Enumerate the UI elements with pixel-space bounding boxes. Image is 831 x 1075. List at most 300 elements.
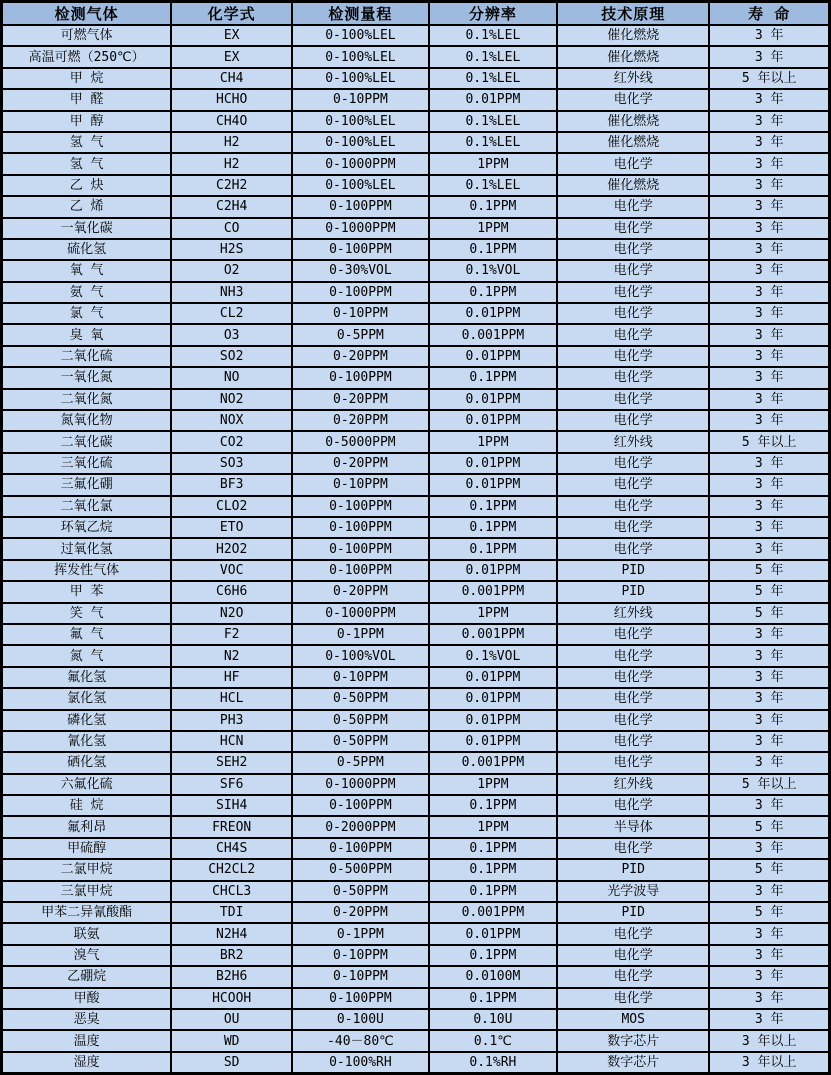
cell-gas: 一氧化碳 (2, 218, 172, 239)
cell-gas: 挥发性气体 (2, 560, 172, 581)
cell-principle: 电化学 (557, 517, 709, 538)
cell-range: 0-100%LEL (292, 46, 429, 67)
table-row (2, 218, 830, 239)
cell-lifespan: 3 年以上 (709, 1052, 829, 1074)
cell-gas: 二氧化碳 (2, 431, 172, 452)
cell-lifespan: 3 年 (709, 645, 829, 666)
cell-principle: 红外线 (557, 774, 709, 795)
column-header-formula: 化学式 (171, 2, 292, 26)
cell-gas: 环氧乙烷 (2, 517, 172, 538)
cell-gas: 甲 醛 (2, 89, 172, 110)
table-row (2, 410, 830, 431)
cell-range: 0-1000PPM (292, 774, 429, 795)
cell-gas: 三氯甲烷 (2, 881, 172, 902)
cell-gas: 温度 (2, 1030, 172, 1051)
cell-resolution: 0.1PPM (429, 367, 557, 388)
table-row (2, 46, 830, 67)
cell-principle: 电化学 (557, 966, 709, 987)
cell-gas: 一氧化氮 (2, 367, 172, 388)
cell-range: 0-1PPM (292, 624, 429, 645)
cell-resolution: 0.001PPM (429, 581, 557, 602)
cell-gas: 过氧化氢 (2, 538, 172, 559)
cell-resolution: 0.001PPM (429, 902, 557, 923)
cell-gas: 氮 气 (2, 645, 172, 666)
cell-range: 0-1000PPM (292, 603, 429, 624)
cell-range: 0-1PPM (292, 923, 429, 944)
cell-resolution: 0.01PPM (429, 688, 557, 709)
cell-lifespan: 5 年以上 (709, 68, 829, 89)
cell-formula: C2H2 (171, 175, 292, 196)
cell-gas: 甲硫醇 (2, 838, 172, 859)
cell-formula: EX (171, 46, 292, 67)
cell-lifespan: 3 年 (709, 346, 829, 367)
column-header-lifespan: 寿 命 (709, 2, 829, 26)
cell-principle: 电化学 (557, 795, 709, 816)
cell-formula: BF3 (171, 474, 292, 495)
cell-range: 0-100%VOL (292, 645, 429, 666)
cell-principle: 电化学 (557, 282, 709, 303)
cell-formula: TDI (171, 902, 292, 923)
cell-range: 0-10PPM (292, 474, 429, 495)
cell-principle: 电化学 (557, 688, 709, 709)
cell-gas: 二氧化氯 (2, 496, 172, 517)
cell-range: 0-50PPM (292, 710, 429, 731)
cell-resolution: 0.01PPM (429, 303, 557, 324)
cell-resolution: 0.1PPM (429, 517, 557, 538)
cell-principle: 电化学 (557, 367, 709, 388)
cell-formula: WD (171, 1030, 292, 1051)
cell-lifespan: 5 年 (709, 816, 829, 837)
cell-formula: NH3 (171, 282, 292, 303)
table-row (2, 111, 830, 132)
cell-lifespan: 3 年 (709, 988, 829, 1009)
cell-resolution: 0.01PPM (429, 89, 557, 110)
cell-resolution: 0.01PPM (429, 710, 557, 731)
cell-principle: 催化燃烧 (557, 175, 709, 196)
cell-gas: 二氯甲烷 (2, 859, 172, 880)
table-row (2, 538, 830, 559)
cell-principle: 催化燃烧 (557, 25, 709, 46)
cell-lifespan: 5 年以上 (709, 774, 829, 795)
cell-lifespan: 3 年 (709, 966, 829, 987)
cell-principle: 电化学 (557, 752, 709, 773)
cell-principle: 电化学 (557, 346, 709, 367)
cell-lifespan: 3 年 (709, 46, 829, 67)
cell-formula: BR2 (171, 945, 292, 966)
cell-lifespan: 3 年 (709, 795, 829, 816)
cell-range: 0-100PPM (292, 367, 429, 388)
cell-formula: H2S (171, 239, 292, 260)
cell-formula: CO (171, 218, 292, 239)
cell-lifespan: 3 年 (709, 731, 829, 752)
cell-resolution: 0.1%LEL (429, 132, 557, 153)
cell-resolution: 1PPM (429, 603, 557, 624)
cell-range: -40－80℃ (292, 1030, 429, 1051)
cell-principle: 电化学 (557, 945, 709, 966)
cell-formula: N2O (171, 603, 292, 624)
cell-range: 0-100%RH (292, 1052, 429, 1074)
cell-gas: 湿度 (2, 1052, 172, 1074)
cell-lifespan: 3 年 (709, 303, 829, 324)
cell-lifespan: 5 年 (709, 603, 829, 624)
cell-principle: 电化学 (557, 474, 709, 495)
cell-lifespan: 5 年 (709, 560, 829, 581)
cell-formula: SIH4 (171, 795, 292, 816)
cell-gas: 臭 氧 (2, 324, 172, 345)
cell-lifespan: 3 年 (709, 667, 829, 688)
cell-gas: 三氧化硫 (2, 453, 172, 474)
cell-lifespan: 3 年 (709, 389, 829, 410)
cell-range: 0-100PPM (292, 196, 429, 217)
cell-lifespan: 3 年 (709, 752, 829, 773)
cell-range: 0-100PPM (292, 239, 429, 260)
table-row (2, 859, 830, 880)
cell-lifespan: 3 年以上 (709, 1030, 829, 1051)
cell-range: 0-20PPM (292, 902, 429, 923)
table-row (2, 389, 830, 410)
cell-gas: 氨 气 (2, 282, 172, 303)
cell-range: 0-100PPM (292, 795, 429, 816)
table-row (2, 902, 830, 923)
cell-formula: SD (171, 1052, 292, 1074)
cell-principle: 电化学 (557, 923, 709, 944)
table-row (2, 560, 830, 581)
column-header-range: 检测量程 (292, 2, 429, 26)
cell-lifespan: 3 年 (709, 111, 829, 132)
cell-principle: 电化学 (557, 453, 709, 474)
table-row (2, 346, 830, 367)
cell-range: 0-50PPM (292, 881, 429, 902)
cell-resolution: 1PPM (429, 774, 557, 795)
cell-formula: SEH2 (171, 752, 292, 773)
cell-formula: O3 (171, 324, 292, 345)
cell-resolution: 0.1%LEL (429, 46, 557, 67)
cell-formula: HCHO (171, 89, 292, 110)
table-row (2, 774, 830, 795)
cell-lifespan: 3 年 (709, 710, 829, 731)
cell-formula: VOC (171, 560, 292, 581)
cell-formula: SO3 (171, 453, 292, 474)
cell-principle: 电化学 (557, 496, 709, 517)
column-header-gas: 检测气体 (2, 2, 172, 26)
cell-gas: 可燃气体 (2, 25, 172, 46)
cell-resolution: 0.1℃ (429, 1030, 557, 1051)
cell-resolution: 0.1PPM (429, 838, 557, 859)
cell-lifespan: 3 年 (709, 89, 829, 110)
cell-gas: 乙 烯 (2, 196, 172, 217)
table-row (2, 988, 830, 1009)
cell-principle: 电化学 (557, 218, 709, 239)
cell-principle: 电化学 (557, 988, 709, 1009)
cell-gas: 六氟化硫 (2, 774, 172, 795)
cell-principle: 电化学 (557, 667, 709, 688)
cell-range: 0-20PPM (292, 346, 429, 367)
cell-resolution: 0.01PPM (429, 560, 557, 581)
table-row (2, 881, 830, 902)
cell-gas: 甲酸 (2, 988, 172, 1009)
cell-principle: 电化学 (557, 624, 709, 645)
table-row (2, 496, 830, 517)
cell-resolution: 1PPM (429, 218, 557, 239)
cell-formula: CH4 (171, 68, 292, 89)
cell-lifespan: 5 年 (709, 902, 829, 923)
cell-lifespan: 3 年 (709, 175, 829, 196)
cell-resolution: 0.1PPM (429, 881, 557, 902)
table-row (2, 710, 830, 731)
cell-range: 0-30%VOL (292, 260, 429, 281)
cell-range: 0-10PPM (292, 303, 429, 324)
cell-gas: 二氧化硫 (2, 346, 172, 367)
cell-lifespan: 3 年 (709, 410, 829, 431)
table-row (2, 132, 830, 153)
table-row (2, 966, 830, 987)
table-row (2, 688, 830, 709)
cell-formula: CH4S (171, 838, 292, 859)
cell-gas: 氢 气 (2, 153, 172, 174)
cell-resolution: 0.01PPM (429, 453, 557, 474)
cell-lifespan: 3 年 (709, 324, 829, 345)
cell-lifespan: 5 年 (709, 859, 829, 880)
cell-gas: 乙 炔 (2, 175, 172, 196)
cell-principle: 催化燃烧 (557, 46, 709, 67)
cell-principle: 电化学 (557, 538, 709, 559)
cell-range: 0-50PPM (292, 688, 429, 709)
cell-lifespan: 3 年 (709, 132, 829, 153)
column-header-principle: 技术原理 (557, 2, 709, 26)
cell-gas: 恶臭 (2, 1009, 172, 1030)
cell-formula: N2 (171, 645, 292, 666)
cell-lifespan: 3 年 (709, 260, 829, 281)
table-row (2, 795, 830, 816)
cell-lifespan: 3 年 (709, 196, 829, 217)
cell-formula: HF (171, 667, 292, 688)
cell-formula: H2 (171, 132, 292, 153)
cell-gas: 氟利昂 (2, 816, 172, 837)
cell-gas: 甲 烷 (2, 68, 172, 89)
table-row (2, 68, 830, 89)
cell-gas: 三氟化硼 (2, 474, 172, 495)
cell-resolution: 0.001PPM (429, 624, 557, 645)
cell-formula: NO2 (171, 389, 292, 410)
cell-range: 0-20PPM (292, 389, 429, 410)
cell-resolution: 0.1%LEL (429, 175, 557, 196)
cell-gas: 溴气 (2, 945, 172, 966)
cell-principle: PID (557, 560, 709, 581)
cell-formula: CH2CL2 (171, 859, 292, 880)
table-row (2, 923, 830, 944)
cell-resolution: 0.01PPM (429, 474, 557, 495)
gas-table-body (2, 25, 830, 1074)
cell-formula: SO2 (171, 346, 292, 367)
cell-resolution: 0.1PPM (429, 282, 557, 303)
cell-range: 0-1000PPM (292, 153, 429, 174)
cell-principle: 电化学 (557, 303, 709, 324)
cell-resolution: 0.1%LEL (429, 25, 557, 46)
cell-lifespan: 3 年 (709, 881, 829, 902)
cell-range: 0-100PPM (292, 496, 429, 517)
table-row (2, 453, 830, 474)
cell-range: 0-1000PPM (292, 218, 429, 239)
cell-range: 0-100PPM (292, 517, 429, 538)
cell-resolution: 0.1PPM (429, 945, 557, 966)
table-row (2, 645, 830, 666)
cell-resolution: 0.1PPM (429, 859, 557, 880)
cell-formula: ETO (171, 517, 292, 538)
cell-lifespan: 3 年 (709, 517, 829, 538)
cell-range: 0-100PPM (292, 838, 429, 859)
cell-resolution: 0.1%RH (429, 1052, 557, 1074)
cell-principle: 电化学 (557, 196, 709, 217)
table-row (2, 816, 830, 837)
cell-principle: 半导体 (557, 816, 709, 837)
cell-gas: 二氧化氮 (2, 389, 172, 410)
cell-resolution: 0.1PPM (429, 538, 557, 559)
cell-resolution: 0.1%LEL (429, 68, 557, 89)
cell-formula: HCL (171, 688, 292, 709)
cell-formula: HCOOH (171, 988, 292, 1009)
cell-range: 0-10PPM (292, 667, 429, 688)
cell-resolution: 0.01PPM (429, 389, 557, 410)
table-row (2, 282, 830, 303)
cell-resolution: 1PPM (429, 816, 557, 837)
cell-lifespan: 3 年 (709, 367, 829, 388)
cell-lifespan: 3 年 (709, 25, 829, 46)
cell-gas: 氧 气 (2, 260, 172, 281)
cell-lifespan: 3 年 (709, 1009, 829, 1030)
cell-range: 0-50PPM (292, 731, 429, 752)
table-row (2, 303, 830, 324)
cell-range: 0-5PPM (292, 752, 429, 773)
cell-range: 0-100%LEL (292, 25, 429, 46)
cell-gas: 硒化氢 (2, 752, 172, 773)
cell-range: 0-100%LEL (292, 132, 429, 153)
cell-range: 0-10PPM (292, 945, 429, 966)
cell-resolution: 0.01PPM (429, 923, 557, 944)
cell-lifespan: 3 年 (709, 496, 829, 517)
table-row (2, 1009, 830, 1030)
table-row (2, 239, 830, 260)
table-row (2, 89, 830, 110)
cell-formula: C6H6 (171, 581, 292, 602)
cell-resolution: 1PPM (429, 153, 557, 174)
table-row (2, 260, 830, 281)
cell-resolution: 0.1PPM (429, 988, 557, 1009)
cell-principle: 电化学 (557, 838, 709, 859)
cell-principle: 红外线 (557, 68, 709, 89)
table-row (2, 324, 830, 345)
cell-gas: 氢 气 (2, 132, 172, 153)
table-row (2, 752, 830, 773)
cell-lifespan: 3 年 (709, 239, 829, 260)
cell-resolution: 1PPM (429, 431, 557, 452)
cell-principle: 数字芯片 (557, 1030, 709, 1051)
cell-range: 0-100PPM (292, 560, 429, 581)
cell-principle: 催化燃烧 (557, 132, 709, 153)
cell-lifespan: 3 年 (709, 945, 829, 966)
cell-range: 0-20PPM (292, 453, 429, 474)
cell-resolution: 0.1%LEL (429, 111, 557, 132)
cell-range: 0-100%LEL (292, 111, 429, 132)
cell-range: 0-100%LEL (292, 68, 429, 89)
cell-formula: HCN (171, 731, 292, 752)
cell-formula: FREON (171, 816, 292, 837)
cell-range: 0-100%LEL (292, 175, 429, 196)
table-row (2, 25, 830, 46)
cell-formula: CL2 (171, 303, 292, 324)
cell-principle: 电化学 (557, 410, 709, 431)
cell-principle: 电化学 (557, 260, 709, 281)
cell-formula: F2 (171, 624, 292, 645)
cell-formula: C2H4 (171, 196, 292, 217)
cell-range: 0-5PPM (292, 324, 429, 345)
cell-formula: PH3 (171, 710, 292, 731)
cell-resolution: 0.01PPM (429, 667, 557, 688)
cell-gas: 乙硼烷 (2, 966, 172, 987)
cell-formula: H2O2 (171, 538, 292, 559)
column-header-resolution: 分辨率 (429, 2, 557, 26)
table-row (2, 731, 830, 752)
cell-principle: 电化学 (557, 153, 709, 174)
cell-principle: 电化学 (557, 710, 709, 731)
cell-gas: 氯化氢 (2, 688, 172, 709)
cell-range: 0-100U (292, 1009, 429, 1030)
cell-resolution: 0.1PPM (429, 496, 557, 517)
cell-lifespan: 3 年 (709, 624, 829, 645)
cell-principle: 电化学 (557, 324, 709, 345)
table-header-row (2, 2, 830, 26)
cell-gas: 甲 醇 (2, 111, 172, 132)
cell-lifespan: 3 年 (709, 923, 829, 944)
cell-principle: 电化学 (557, 645, 709, 666)
cell-lifespan: 3 年 (709, 153, 829, 174)
cell-lifespan: 3 年 (709, 688, 829, 709)
table-row (2, 153, 830, 174)
cell-gas: 氟 气 (2, 624, 172, 645)
cell-principle: 电化学 (557, 389, 709, 410)
cell-lifespan: 3 年 (709, 538, 829, 559)
cell-formula: H2 (171, 153, 292, 174)
cell-resolution: 0.1%VOL (429, 645, 557, 666)
cell-gas: 氰化氢 (2, 731, 172, 752)
table-row (2, 1030, 830, 1051)
cell-formula: SF6 (171, 774, 292, 795)
cell-resolution: 0.01PPM (429, 410, 557, 431)
cell-principle: 红外线 (557, 431, 709, 452)
cell-formula: CLO2 (171, 496, 292, 517)
cell-resolution: 0.1%VOL (429, 260, 557, 281)
cell-lifespan: 3 年 (709, 453, 829, 474)
cell-gas: 氮氧化物 (2, 410, 172, 431)
cell-formula: CHCL3 (171, 881, 292, 902)
cell-gas: 氯 气 (2, 303, 172, 324)
cell-resolution: 0.1PPM (429, 196, 557, 217)
cell-principle: PID (557, 902, 709, 923)
cell-principle: 光学波导 (557, 881, 709, 902)
cell-formula: B2H6 (171, 966, 292, 987)
cell-principle: 电化学 (557, 89, 709, 110)
cell-formula: EX (171, 25, 292, 46)
table-row (2, 474, 830, 495)
table-row (2, 667, 830, 688)
cell-principle: 电化学 (557, 731, 709, 752)
table-row (2, 196, 830, 217)
cell-range: 0-20PPM (292, 581, 429, 602)
table-row (2, 517, 830, 538)
cell-range: 0-100PPM (292, 282, 429, 303)
table-row (2, 624, 830, 645)
cell-lifespan: 3 年 (709, 282, 829, 303)
cell-gas: 甲苯二异氰酸酯 (2, 902, 172, 923)
